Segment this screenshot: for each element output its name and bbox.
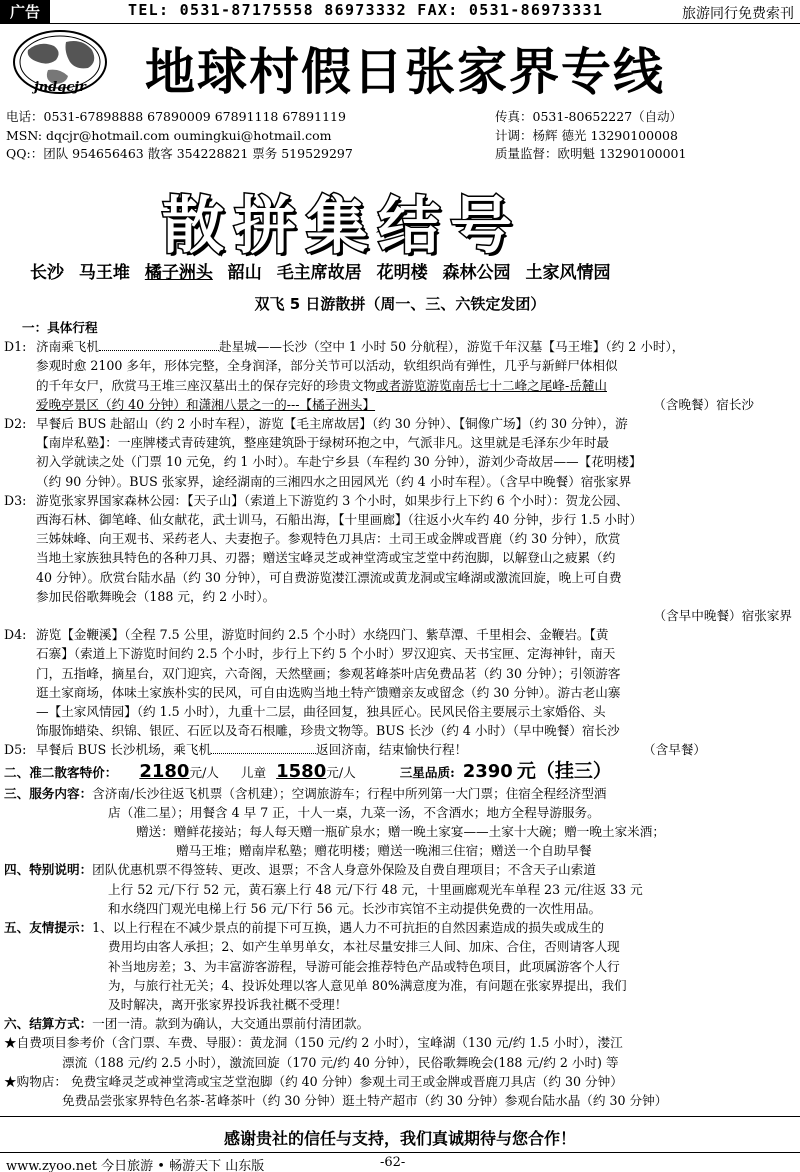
settlement-section	[4, 1014, 796, 1033]
day-text: 返回济南，结束愉快行程！	[316, 742, 468, 758]
section-text: 漂流（188 元/约 2.5 小时），激流回旋（170 元/约 40 分钟），民俗歌舞晚会(188 元/约 2 小时) 等	[62, 1054, 619, 1070]
section-text: 补当地房差；3、为丰富游客游程，导游可能会推荐特色产品或特色项目，此项属游客个人行	[108, 958, 620, 974]
day-text: 【南岸私塾】：一座牌楼式青砖建筑，整座建筑卧于绿树环抱之中，气派非凡。这里就是毛泽东少年时最	[36, 435, 610, 451]
day-text: 当地土家族独具特色的各种刀具、刃器；赠送宝峰灵芝或神堂湾或宝芝堂中药泡脚，以解登山之疲累（约	[36, 550, 616, 566]
day-text: （约 90 分钟）。BUS 张家界，途经湖南的三湘四水之田园风光（约 4 小时车程）。（含早中晚餐）宿张家界	[36, 473, 632, 489]
day-text: 爱晚亭景区（约 40 分钟）和潇湘八景之一的---【橘子洲头】	[36, 396, 376, 412]
day-label: D4:	[4, 627, 27, 643]
spot-item: 韶山	[227, 263, 262, 283]
day-label: D5:	[4, 742, 27, 758]
top-bar	[0, 0, 800, 24]
price-unit: 元/人	[189, 764, 219, 780]
day-text: （含晚餐）宿长沙	[653, 396, 754, 412]
three-star-label: 三星品质:	[399, 764, 455, 780]
globe-logo	[8, 28, 113, 100]
service-section	[4, 784, 796, 861]
day-label: D1:	[4, 339, 27, 355]
contact-line: 计调：杨辉 德光 13290100008	[495, 127, 678, 143]
section-text: ★自费项目参考价（含门票、车费、导服）：黄龙洞（150 元/约 2 小时），宝峰湖（130 元/约 1.5 小时），漤江	[4, 1035, 623, 1051]
day-text: 参加民俗歌舞晚会（188 元，约 2 小时）。	[36, 588, 276, 604]
day-text: 早餐后 BUS 赴韶山（约 2 小时车程），游览【毛主席故居】（约 30 分钟）、【铜像广场】（约 30 分钟），游	[36, 416, 628, 432]
divider	[0, 1116, 800, 1117]
day-text: 初入学就读之处（门票 10 元免，约 1 小时）。车赴宁乡县（车程约 30 分钟），游刘少奇故居——【花明楼】	[36, 454, 642, 470]
contacts-right	[495, 108, 686, 164]
day-text: （含早中晚餐）宿张家界	[653, 608, 792, 624]
footer	[0, 1152, 800, 1172]
section-text: 赠马王堆；赠南岸私塾；赠花明楼；赠送一晚湘三住宿；赠送一个自助早餐	[176, 843, 592, 859]
spot-item: 森林公园	[442, 263, 511, 283]
blank-line	[99, 341, 219, 351]
spot-item: 花明楼	[376, 263, 428, 283]
section-heading: 五、友情提示：	[4, 920, 93, 936]
section-text: 费用均由客人承担；2、如产生单男单女，本社尽量安排三人间、加床、合住，否则请客人现	[108, 939, 620, 955]
spot-item: 橘子洲头	[144, 263, 213, 283]
footer-left: www.zyoo.net 今日旅游 • 畅游天下 山东版	[6, 1159, 265, 1172]
day-text: （含早餐）	[643, 742, 706, 758]
day-2	[4, 414, 796, 491]
day-3	[4, 491, 796, 625]
spot-item: 长沙	[30, 263, 64, 283]
notes-section	[4, 860, 796, 918]
spot-item: 马王堆	[78, 263, 130, 283]
contact-line: 电话：0531-67898888 67890009 67891118 67891119	[6, 109, 346, 124]
three-star-price: 2390	[462, 760, 513, 782]
day-text: 门，五指峰，摘星台，双门迎宾，六奇阁，天然壁画；参观茗峰茶叶店免费品茗（约 30 分钟）；引领游客	[36, 665, 621, 681]
section-heading: 三、服务内容：	[4, 785, 93, 801]
blank-line	[211, 744, 316, 754]
child-price: 1580	[276, 760, 327, 782]
price-unit: 元/人	[326, 764, 356, 780]
section-text: 上行 52 元/下行 52 元，黄石寨上行 48 元/下行 48 元，十里画廊观光车单程 23 元/往返 33 元	[108, 881, 643, 897]
spot-list	[30, 258, 619, 283]
day-text: 参观时愈 2100 多年，形体完整，全身润泽，部分关节可以活动，软组织尚有弹性，几乎与新鲜尸体相似	[36, 358, 618, 374]
day-text: 游览【金鞭溪】（全程 7.5 公里，游览时间约 2.5 个小时）水绕四门、紫草潭、千里相会、金鞭岩。【黄	[36, 627, 609, 643]
ad-label: 广告	[0, 0, 50, 24]
spot-item: 土家风情园	[525, 263, 611, 283]
day-text: —【土家风情园】（约 1.5 小时），九重十二层，曲径回复，独具匠心。民风民俗主要展示土家婚俗、头	[36, 704, 606, 720]
day-4	[4, 625, 796, 740]
day-text: 济南乘飞机	[36, 339, 99, 355]
day-text: 西海石林、御笔峰、仙女献花，武士训马，石船出海，【十里画廊】（往返小火车约 40 分钟，步行 1.5 小时）	[36, 512, 643, 528]
section-text: 免费品尝张家界特色名茶-茗峰茶叶（约 30 分钟）逛土特产超市（约 30 分钟）参观台陆水晶（约 30 分钟）	[62, 1092, 668, 1108]
spot-item: 毛主席故居	[276, 263, 362, 283]
section-text: 一团一清。款到为确认，大交通出票前付清团款。	[92, 1016, 370, 1032]
section-text: 含济南/长沙往返飞机票（含机建）；空调旅游车；行程中所列第一大门票；住宿全程经济型酒	[92, 785, 607, 801]
main-content	[4, 318, 796, 1110]
shopping-section	[4, 1072, 796, 1110]
day-label: D2:	[4, 416, 27, 432]
day-label: D3:	[4, 492, 27, 508]
day-text: 三姊妹峰、向王观书、采药老人、夫妻抱子。参观特色刀具店：土司王或金牌或晋鹿（约 30 分钟），欣赏	[36, 531, 621, 547]
brand-title: 地球村假日张家界专线	[145, 43, 665, 101]
contact-line: 质量监督：欧明魁 13290100001	[495, 146, 687, 161]
route-title: 双飞 5 日游散拼（周一、三、六铁定发团）	[254, 295, 546, 313]
section-text: 为，与旅行社无关；4、投诉处理以客人意见单 80%满意度为准，有问题在张家界提出，我们	[108, 977, 627, 993]
contact-line: MSN: dqcjr@hotmail.com oumingkui@hotmail.com	[6, 127, 332, 143]
logo-text: jndqcjr	[34, 80, 86, 95]
day-text: 的千年女尸，欣赏马王堆三座汉墓出土的保存完好的珍贵文物	[36, 377, 377, 393]
adult-price: 2180	[139, 760, 190, 782]
day-text: 赴星城——长沙（空中 1 小时 50 分航程），游览千年汉墓【马王堆】（约 2 小时），	[218, 339, 685, 355]
contact-line: QQ:：团队 954656463 散客 354228821 票务 519529297	[6, 146, 353, 161]
thanks-message: 感谢贵社的信任与支持，我们真诚期待与您合作！	[223, 1129, 576, 1148]
contacts-left	[6, 108, 353, 164]
three-star-unit: 元（挂三）	[516, 759, 612, 782]
day-text: 逛土家商场，体味土家族朴实的民风，可自由选购当地土特产馈赠亲友或留念（约 30 分钟）。游古老山寨	[36, 684, 621, 700]
day-1	[4, 337, 796, 414]
contact-line: 传真：0531-80652227（自动）	[495, 109, 683, 124]
day-text: 40 分钟）。欣赏台陆水晶（约 30 分钟），可自费游览漤江漂流或黄龙洞或宝峰湖或激流回旋，晚上可自费	[36, 569, 622, 585]
pricing-heading: 二、准二散客特价：	[4, 764, 118, 780]
day-text: 饰服饰蜡染、织锦、银匠、石匠以及奇石根雕，珍贵文物等。BUS 长沙（约 4 小时）（早中晚餐）宿长沙	[36, 723, 620, 739]
top-right-text: 旅游同行免费索刊	[682, 6, 794, 22]
page-number: -62-	[380, 1155, 406, 1170]
section-text: ★购物店： 免费宝峰灵芝或神堂湾或宝芝堂泡脚（约 40 分钟）参观土司王或金牌或晋鹿刀具店（约 30 分钟）	[4, 1073, 623, 1089]
day-text: 早餐后 BUS 长沙机场，乘飞机	[36, 742, 212, 758]
day-text: 或者游览游览南岳七十二峰之尾峰-岳麓山	[376, 377, 607, 393]
section-text: 店（准二星）；用餐含 4 早 7 正，十人一桌，九菜一汤，不含酒水；地方全程导游服务。	[108, 804, 600, 820]
tips-section	[4, 918, 796, 1014]
section-text: 及时解决，离开张家界投诉我社概不受理！	[108, 996, 348, 1012]
itinerary-heading: 一：具体行程	[22, 320, 98, 335]
banner-title: 散拼集结号	[162, 189, 523, 262]
optional-section	[4, 1033, 796, 1071]
section-heading: 六、结算方式：	[4, 1016, 93, 1032]
day-5	[4, 740, 796, 759]
section-text: 团队优惠机票不得签转、更改、退票；不含人身意外保险及自费自理项目；不含天子山索道	[92, 862, 596, 878]
pricing-row	[4, 760, 796, 784]
section-heading: 四、特别说明：	[4, 862, 93, 878]
day-text: 游览张家界国家森林公园：【天子山】（索道上下游览约 3 个小时，如果步行上下约 6 个小时）：贺龙公园、	[36, 492, 629, 508]
globe-icon	[8, 28, 113, 100]
section-text: 和水绕四门观光电梯上行 56 元/下行 56 元。长沙市宾馆不主动提供免费的一次性用品。	[108, 900, 602, 916]
day-text: 石寨】（索道上下游览时间约 2.5 个小时，步行上下约 5 个小时）罗汉迎宾、天书宝匣、定海神针，南天	[36, 646, 616, 662]
section-text: 赠送：赠鲜花接站；每人每天赠一瓶矿泉水；赠一晚土家宴——土家十大碗；赠一晚土家米酒；	[136, 824, 665, 840]
top-contact: TEL: 0531-87175558 86973332 FAX: 0531-86973331	[128, 1, 604, 19]
child-label: 儿童	[240, 764, 267, 780]
section-text: 1、以上行程在不减少景点的前提下可互换，遇人力不可抗拒的自然因素造成的损失或成生的	[92, 920, 604, 936]
